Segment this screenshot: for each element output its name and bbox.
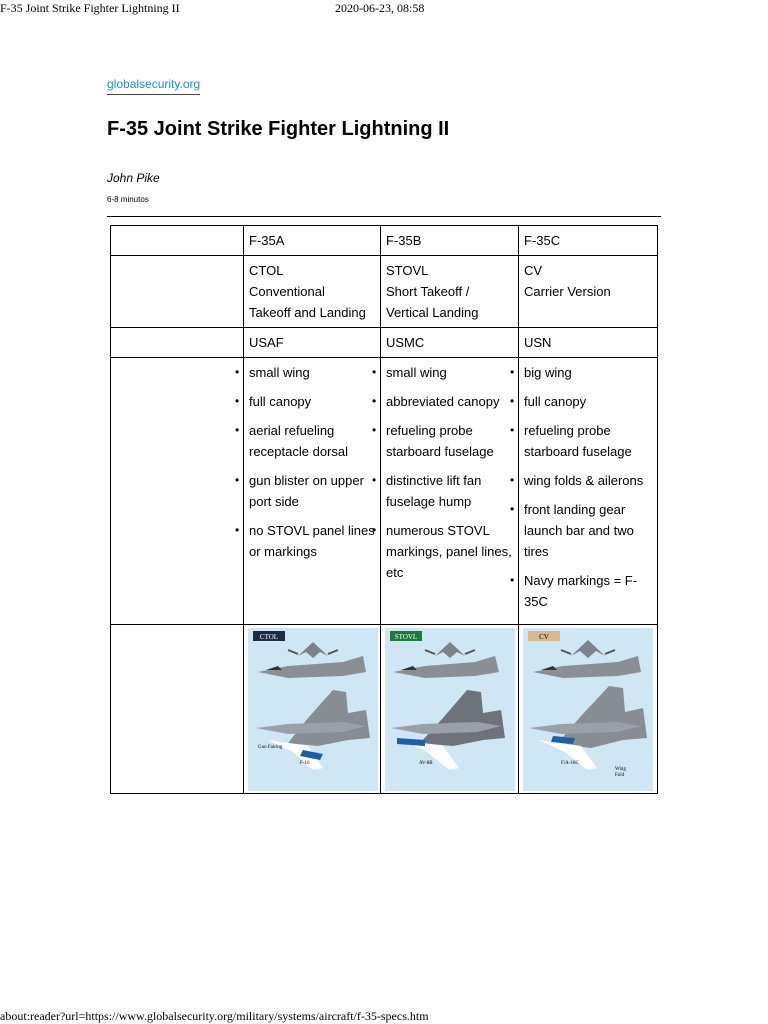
- image-badge: CV: [539, 633, 549, 641]
- list-item: • no STOVL panel lines or markings: [249, 520, 375, 562]
- print-header-date: 2020-06-23, 08:58: [335, 1, 425, 15]
- variant-type: [381, 256, 519, 328]
- variant-name: F-35C: [519, 226, 658, 256]
- type-line: Vertical Landing: [386, 305, 479, 320]
- table-row-type: [111, 256, 658, 328]
- page-title: F-35 Joint Strike Fighter Lightning II: [107, 118, 450, 140]
- list-item: • full canopy: [249, 391, 375, 412]
- table-cell-empty: [111, 625, 244, 794]
- type-line: Carrier Version: [524, 284, 611, 299]
- f35a-illustration: [248, 628, 378, 791]
- variant-service: USN: [519, 328, 658, 358]
- f35b-illustration: [385, 628, 515, 791]
- variant-type: [244, 256, 381, 328]
- variant-service: USAF: [244, 328, 381, 358]
- author: John Pike: [107, 171, 160, 185]
- image-label: Wing: [615, 767, 626, 772]
- variant-features: [381, 358, 519, 625]
- image-badge: STOVL: [394, 633, 418, 641]
- variant-image-cell: [381, 625, 519, 794]
- feature-list: [249, 362, 375, 562]
- image-label: F-16: [300, 761, 310, 766]
- site-link[interactable]: globalsecurity.org: [107, 77, 200, 95]
- variant-features: [244, 358, 381, 625]
- type-line: STOVL: [386, 263, 429, 278]
- list-item: • gun blister on upper port side: [249, 470, 375, 512]
- header-divider: [107, 216, 661, 217]
- f35c-illustration: [523, 628, 653, 791]
- list-item: • refueling probe starboard fuselage: [524, 420, 652, 462]
- variant-image-cell: [519, 625, 658, 794]
- list-item: • numerous STOVL markings, panel lines, etc: [386, 520, 513, 583]
- print-header-title: F-35 Joint Strike Fighter Lightning II: [0, 1, 180, 15]
- list-item: • small wing: [249, 362, 375, 383]
- print-footer-url: about:reader?url=https://www.globalsecurity.org/military/systems/aircraft/f-35-specs.htm: [0, 1009, 429, 1023]
- table-row-images: [111, 625, 658, 794]
- type-line: CTOL: [249, 263, 284, 278]
- list-item: • front landing gear launch bar and two tires: [524, 499, 652, 562]
- variant-image-cell: [244, 625, 381, 794]
- list-item: • refueling probe starboard fuselage: [386, 420, 513, 462]
- image-label: Fold: [615, 773, 625, 778]
- table-row-features: [111, 358, 658, 625]
- list-item: • Navy markings = F-35C: [524, 570, 652, 612]
- reading-time: 6-8 minutos: [107, 195, 149, 204]
- variant-type: [519, 256, 658, 328]
- feature-list: [386, 362, 513, 583]
- list-item: • big wing: [524, 362, 652, 383]
- table-cell-empty: [111, 358, 244, 625]
- type-line: Takeoff and Landing: [249, 305, 366, 320]
- list-item: • distinctive lift fan fuselage hump: [386, 470, 513, 512]
- variant-service: USMC: [381, 328, 519, 358]
- list-item: • abbreviated canopy: [386, 391, 513, 412]
- type-line: Short Takeoff /: [386, 284, 470, 299]
- type-line: CV: [524, 263, 543, 278]
- table-cell-empty: [111, 226, 244, 256]
- list-item: • wing folds & ailerons: [524, 470, 652, 491]
- table-row-service: [111, 328, 658, 358]
- feature-list: [524, 362, 652, 612]
- list-item: • aerial refueling receptacle dorsal: [249, 420, 375, 462]
- table-row-variant: [111, 226, 658, 256]
- table-cell-empty: [111, 256, 244, 328]
- specs-table: [110, 225, 658, 794]
- variant-name: F-35B: [381, 226, 519, 256]
- image-label: AV-8B: [419, 761, 433, 766]
- list-item: • small wing: [386, 362, 513, 383]
- variant-features: [519, 358, 658, 625]
- image-label: Gun Fairing: [258, 745, 283, 750]
- table-cell-empty: [111, 328, 244, 358]
- variant-name: F-35A: [244, 226, 381, 256]
- print-header: [0, 0, 768, 16]
- image-badge: CTOL: [259, 633, 279, 641]
- image-label: F/A-18C: [561, 761, 579, 766]
- type-line: Conventional: [249, 284, 325, 299]
- list-item: • full canopy: [524, 391, 652, 412]
